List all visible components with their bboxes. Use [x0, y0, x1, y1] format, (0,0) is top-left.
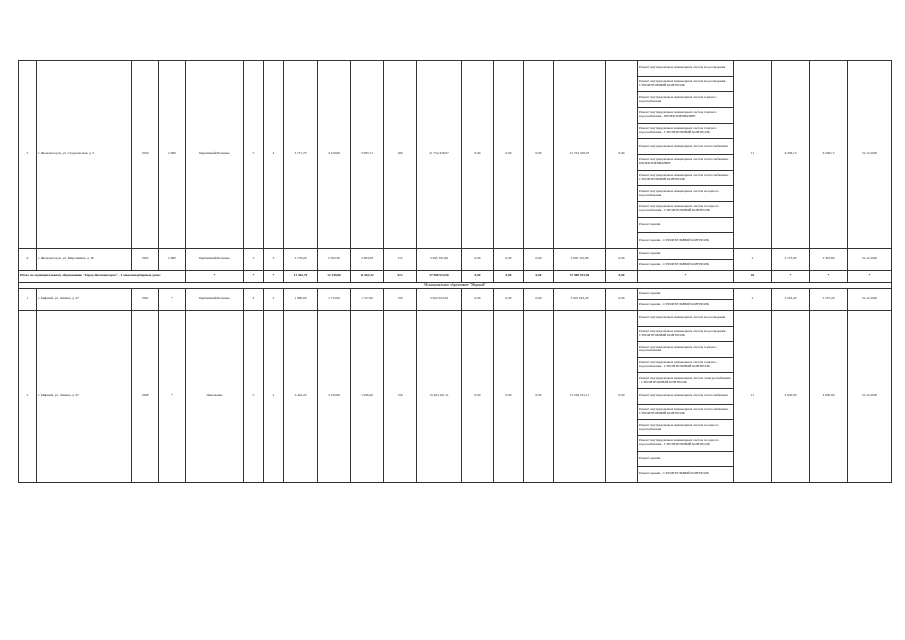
row-number: 6 [19, 248, 37, 270]
total-cell: * [244, 270, 264, 282]
table-row [19, 248, 892, 259]
work-type-item: Ремонт внутридомовых инженерных систем водоотведения [638, 310, 734, 326]
total-cell: * [848, 270, 892, 282]
row-number: 2 [19, 310, 37, 482]
deadline-cell: 31.12.2020 [848, 288, 892, 310]
total-cell: 0,00 [462, 270, 494, 282]
total-cell: 0,00 [494, 270, 524, 282]
address-cell: г. Железногорск, ул. Мирошника, д. 36 [37, 248, 132, 270]
floors-cell: 5 [244, 61, 264, 249]
value-col-1: 2 [734, 288, 772, 310]
area-total-cell: 3 771,70 [284, 61, 318, 249]
cost-col-3: 0,00 [524, 310, 554, 482]
address-cell: г. Мирный, ул. Ленина, д. 47 [37, 288, 132, 310]
value-col-1: 11 [734, 61, 772, 249]
work-type-item: Ремонт внутридомовых инженерных систем горячего водоснабжения - ПРОЕКТИРОВАНИЕ [638, 107, 734, 123]
value-col-1: 11 [734, 310, 772, 482]
cost-col-1: 0,00 [462, 248, 494, 270]
work-type-item: Ремонт внутридомовых инженерных систем холодного водоснабжения - СТРОИТЕЛЬНЫЙ КОНТРОЛЬ [638, 201, 734, 217]
year-cell: 1959 [132, 61, 159, 249]
document-page [18, 60, 878, 485]
section-title: Муниципальное образование "Мирный" [19, 282, 892, 288]
total-cell: 37 988 923,96 [554, 270, 606, 282]
work-type-item: Ремонт внутридомовых инженерных систем водоотведения [638, 61, 734, 77]
table-row [19, 61, 892, 77]
value-col-1: 2 [734, 248, 772, 270]
cost-col-5: 0,00 [606, 61, 638, 249]
value-col-3: 3 747,29 [810, 288, 848, 310]
table-row [19, 310, 892, 326]
cost-col-4: 15 264 161,11 [554, 310, 606, 482]
area-total-cell: 3 443,20 [284, 310, 318, 482]
cost-col-4: 5 922 023,26 [554, 288, 606, 310]
deadline-cell: 31.12.2020 [848, 248, 892, 270]
total-cell: 26 [734, 270, 772, 282]
area-living2-cell: 2 284,58 [351, 248, 384, 270]
work-type-item: Ремонт внутридомовых инженерных систем электроснабжения - СТРОИТЕЛЬНЫЙ КОНТРОЛЬ [638, 373, 734, 389]
total-cell: 11 063,32 [351, 270, 384, 282]
floors-cell: 5 [244, 248, 264, 270]
total-cell: * [638, 270, 734, 282]
entrances-cell: 2 [264, 288, 284, 310]
residents-cell: 112 [384, 248, 417, 270]
work-type-item: Ремонт крыши - СТРОИТЕЛЬНЫЙ КОНТРОЛЬ [638, 259, 734, 270]
cost-col-2: 0,00 [494, 288, 524, 310]
year-cell: 1962 [132, 288, 159, 310]
cost-total-cell: 21 754 326,07 [417, 61, 462, 249]
entrances-cell: 3 [264, 248, 284, 270]
year2-cell: 2 060 [159, 248, 186, 270]
row-number: 1 [19, 288, 37, 310]
total-cell: 612 [384, 270, 417, 282]
work-type-item: Ремонт внутридомовых инженерных систем холодного водоснабжения [638, 420, 734, 436]
work-type-item: Ремонт крыши - СТРОИТЕЛЬНЫЙ КОНТРОЛЬ [638, 299, 734, 310]
work-type-item: Ремонт внутридомовых инженерных систем теплоснабжения [638, 139, 734, 155]
total-cell: * [264, 270, 284, 282]
area-living-cell: 2 502,30 [318, 248, 351, 270]
address-cell: г. Мирный, ул. Ленина, д. 67 [37, 310, 132, 482]
area-living2-cell: 1 727,00 [351, 288, 384, 310]
total-cell: 12 349,80 [318, 270, 351, 282]
table-row [19, 288, 892, 299]
area-living2-cell: 1 946,20 [351, 310, 384, 482]
work-type-item: Ремонт внутридомовых инженерных систем горячего водоснабжения [638, 92, 734, 108]
total-row [19, 270, 892, 282]
work-type-item: Ремонт крыши [638, 288, 734, 299]
cost-col-5: 0,00 [606, 248, 638, 270]
total-cell: 0,00 [524, 270, 554, 282]
work-type-item: Ремонт внутридомовых инженерных систем холодного водоснабжения - СТРОИТЕЛЬНЫЙ КОНТРОЛЬ [638, 435, 734, 451]
total-cell: * [186, 270, 244, 282]
total-cell: 0,00 [606, 270, 638, 282]
work-type-item: Ремонт внутридомовых инженерных систем горячего водоснабжения - СТРОИТЕЛЬНЫЙ КОНТРОЛЬ [638, 123, 734, 139]
total-cell: 37 988 923,96 [417, 270, 462, 282]
residents-cell: 150 [384, 288, 417, 310]
work-type-item: Ремонт внутридомовых инженерных систем водоотведения - СТРОИТЕЛЬНЫЙ КОНТРОЛЬ [638, 326, 734, 342]
cost-total-cell: 5 095 191,96 [417, 248, 462, 270]
wall-material-cell: Панельные [186, 310, 244, 482]
total-cell: * [810, 270, 848, 282]
work-type-item: Ремонт внутридомовых инженерных систем холодного водоснабжения [638, 186, 734, 202]
value-col-3: 4 930,00 [810, 310, 848, 482]
table-body [19, 61, 892, 483]
work-type-item: Ремонт крыши - СТРОИТЕЛЬНЫЙ КОНТРОЛЬ [638, 233, 734, 249]
area-living-cell: 3 419,90 [318, 61, 351, 249]
area-living-cell: 1 715,00 [318, 288, 351, 310]
work-type-item: Ремонт крыши [638, 451, 734, 467]
work-type-item: Ремонт внутридомовых инженерных систем теплоснабжения - СТРОИТЕЛЬНЫЙ КОНТРОЛЬ [638, 404, 734, 420]
work-type-item: Ремонт внутридомовых инженерных систем теплоснабжения [638, 389, 734, 405]
deadline-cell: 31.12.2020 [848, 61, 892, 249]
deadline-cell: 31.12.2020 [848, 310, 892, 482]
wall-material-cell: Кирпичный/Блочные [186, 61, 244, 249]
cost-col-2: 0,00 [494, 61, 524, 249]
cost-col-5: 0,00 [606, 288, 638, 310]
cost-col-3: 0,00 [524, 61, 554, 249]
cost-total-cell: 15 264 161,11 [417, 310, 462, 482]
cost-col-4: 5 095 191,96 [554, 248, 606, 270]
residents-cell: 160 [384, 61, 417, 249]
cost-col-4: 21 754 326,07 [554, 61, 606, 249]
work-type-item: Ремонт внутридомовых инженерных систем теплоснабжения - ПРОЕКТИРОВАНИЕ [638, 154, 734, 170]
value-col-3: 2 453,80 [810, 248, 848, 270]
wall-material-cell: Кирпичный/Блочные [186, 288, 244, 310]
residents-cell: 156 [384, 310, 417, 482]
area-total-cell: 1 960,00 [284, 288, 318, 310]
address-cell: г. Железногорск, ул. Студенческая, д. 5 [37, 61, 132, 249]
total-label: Итого по муниципальному образованию "Город Железногорск" - 4 многоквартирных дома: [19, 270, 186, 282]
entrances-cell: 4 [264, 61, 284, 249]
work-type-item: Ремонт крыши [638, 248, 734, 259]
total-cell: 13 462,70 [284, 270, 318, 282]
cost-col-2: 0,00 [494, 310, 524, 482]
work-type-item: Ремонт внутридомовых инженерных систем теплоснабжения - СТРОИТЕЛЬНЫЙ КОНТРОЛЬ [638, 170, 734, 186]
year2-cell: 2 090 [159, 61, 186, 249]
year-cell: 1965 [132, 248, 159, 270]
cost-col-1: 0,00 [462, 288, 494, 310]
area-living-cell: 3 120,60 [318, 310, 351, 482]
value-col-2: 2 542,20 [772, 288, 810, 310]
value-col-3: 6 256,13 [810, 61, 848, 249]
cost-col-3: 0,00 [524, 288, 554, 310]
cost-total-cell: 5 922 023,26 [417, 288, 462, 310]
row-number: 5 [19, 61, 37, 249]
total-cell: * [772, 270, 810, 282]
area-living2-cell: 3 095,71 [351, 61, 384, 249]
year2-cell: * [159, 288, 186, 310]
work-type-item: Ремонт крыши [638, 217, 734, 233]
work-type-item: Ремонт внутридомовых инженерных систем горячего водоснабжения [638, 342, 734, 358]
year2-cell: * [159, 310, 186, 482]
work-type-item: Ремонт внутридомовых инженерных систем горячего водоснабжения - СТРОИТЕЛЬНЫЙ КОНТРОЛЬ [638, 357, 734, 373]
capital-repair-table [18, 60, 892, 483]
value-col-2: 6 239,13 [772, 61, 810, 249]
value-col-2: 4 930,00 [772, 310, 810, 482]
cost-col-2: 0,00 [494, 248, 524, 270]
work-type-item: Ремонт внутридомовых инженерных систем водоотведения - СТРОИТЕЛЬНЫЙ КОНТРОЛЬ [638, 76, 734, 92]
cost-col-1: 0,00 [462, 61, 494, 249]
entrances-cell: 2 [264, 310, 284, 482]
value-col-2: 2 173,00 [772, 248, 810, 270]
floors-cell: 5 [244, 310, 264, 482]
cost-col-3: 0,00 [524, 248, 554, 270]
area-total-cell: 2 779,00 [284, 248, 318, 270]
cost-col-1: 0,00 [462, 310, 494, 482]
cost-col-5: 0,00 [606, 310, 638, 482]
year-cell: 1968 [132, 310, 159, 482]
floors-cell: 4 [244, 288, 264, 310]
work-type-item: Ремонт крыши - СТРОИТЕЛЬНЫЙ КОНТРОЛЬ [638, 467, 734, 483]
wall-material-cell: Кирпичный/Блочные [186, 248, 244, 270]
